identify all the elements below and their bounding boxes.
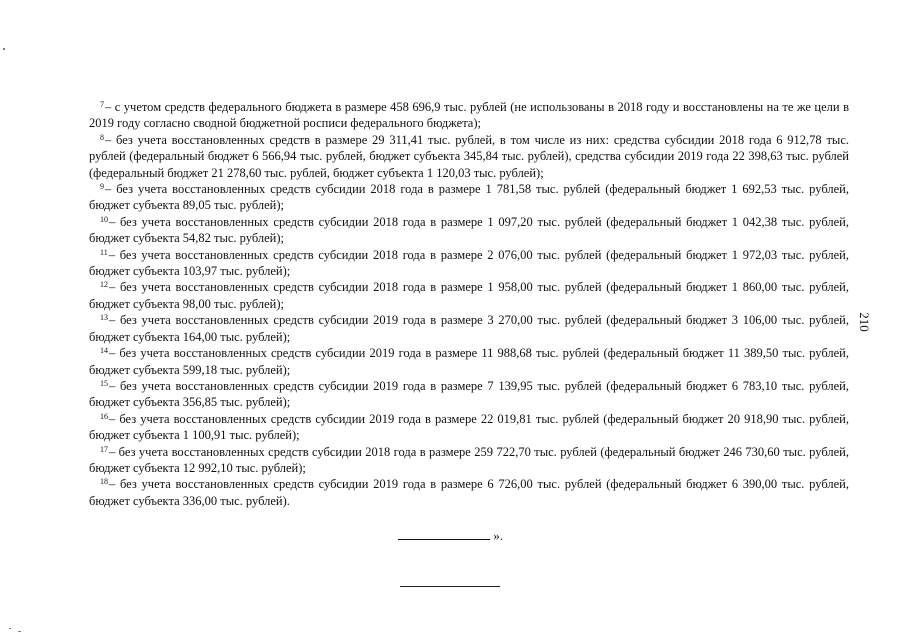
footnote-text: – без учета восстановленных средств субсидии 2018 года в размере 1 958,00 тыс. рублей (федеральный бюджет 1 860,00 тыс. рублей, бюджет субъекта 98,00 тыс. рублей);	[89, 280, 849, 311]
scan-speck	[3, 48, 5, 50]
footnote-marker: 9	[100, 182, 104, 192]
footnote-16	[89, 411, 849, 444]
footnote-marker: 13	[100, 313, 108, 323]
footnote-12	[89, 279, 849, 312]
footnote-text: – без учета восстановленных средств в размере 29 311,41 тыс. рублей, в том числе из них: средства субсидии 2018 года 6 912,78 тыс. рублей (федеральный бюджет 6 566,94 тыс. рублей, бюджет субъекта 345,84 тыс. рублей), средства субсидии 2019 года 22 398,63 тыс. рублей (федеральный бюджет 21 278,60 тыс. рублей, бюджет субъекта 1 120,03 тыс. рублей);	[89, 132, 849, 180]
footnote-8	[89, 132, 849, 181]
footnote-marker: 18	[100, 477, 108, 487]
closing-rule	[398, 529, 490, 540]
footnote-marker: 14	[100, 346, 108, 356]
footnote-marker: 17	[100, 444, 108, 454]
footnote-marker: 8	[100, 132, 104, 142]
page-number: 210	[857, 312, 872, 332]
footnote-text: – без учета восстановленных средств субсидии 2018 года в размере 259 722,70 тыс. рублей (федеральный бюджет 246 730,60 тыс. рублей, бюджет субъекта 12 992,10 тыс. рублей);	[89, 444, 849, 475]
footnote-11	[89, 247, 849, 280]
footnote-14	[89, 345, 849, 378]
footnote-marker: 15	[100, 378, 108, 388]
footnote-text: – без учета восстановленных средств субсидии 2019 года в размере 11 988,68 тыс. рублей (федеральный бюджет 11 389,50 тыс. рублей, бюджет субъекта 599,18 тыс. рублей);	[89, 346, 849, 377]
footnote-13	[89, 312, 849, 345]
footnote-text: – без учета восстановленных средств субсидии 2018 года в размере 1 781,58 тыс. рублей (федеральный бюджет 1 692,53 тыс. рублей, бюджет субъекта 89,05 тыс. рублей);	[89, 182, 849, 213]
footnote-text: – без учета восстановленных средств субсидии 2018 года в размере 1 097,20 тыс. рублей (федеральный бюджет 1 042,38 тыс. рублей, бюджет субъекта 54,82 тыс. рублей);	[89, 214, 849, 246]
footnote-marker: 16	[100, 411, 108, 421]
footnote-17	[89, 444, 849, 477]
footnote-text: – без учета восстановленных средств субсидии 2018 года в размере 2 076,00 тыс. рублей (федеральный бюджет 1 972,03 тыс. рублей, бюджет субъекта 103,97 тыс. рублей);	[89, 247, 849, 279]
footnote-text: – с учетом средств федерального бюджета в размере 458 696,9 тыс. рублей (не использованы в 2018 году и восстановлены на те же цели в 2019 году согласно сводной бюджетной росписи федерального бюджета);	[89, 100, 849, 131]
closing-line	[398, 528, 503, 544]
footnote-15	[89, 378, 849, 411]
scan-speck	[9, 628, 11, 629]
footnote-marker: 11	[100, 247, 108, 257]
footnote-7	[89, 99, 849, 132]
footnote-text: – без учета восстановленных средств субсидии 2019 года в размере 7 139,95 тыс. рублей (федеральный бюджет 6 783,10 тыс. рублей, бюджет субъекта 356,85 тыс. рублей);	[89, 378, 849, 410]
closing-quote: ».	[493, 528, 503, 543]
scan-speck	[18, 631, 21, 632]
footnotes-list	[89, 99, 849, 509]
footnote-text: – без учета восстановленных средств субсидии 2019 года в размере 3 270,00 тыс. рублей (федеральный бюджет 3 106,00 тыс. рублей, бюджет субъекта 164,00 тыс. рублей);	[89, 313, 849, 344]
separator-rule	[400, 586, 500, 587]
footnote-text: – без учета восстановленных средств субсидии 2019 года в размере 6 726,00 тыс. рублей (федеральный бюджет 6 390,00 тыс. рублей, бюджет субъекта 336,00 тыс. рублей).	[89, 477, 849, 508]
footnote-marker: 12	[100, 280, 108, 290]
footnote-10	[89, 214, 849, 247]
footnote-9	[89, 181, 849, 214]
footnote-marker: 10	[100, 214, 108, 224]
footnote-marker: 7	[100, 100, 104, 109]
footnote-18	[89, 476, 849, 509]
footnote-text: – без учета восстановленных средств субсидии 2019 года в размере 22 019,81 тыс. рублей (федеральный бюджет 20 918,90 тыс. рублей, бюджет субъекта 1 100,91 тыс. рублей);	[89, 411, 849, 443]
